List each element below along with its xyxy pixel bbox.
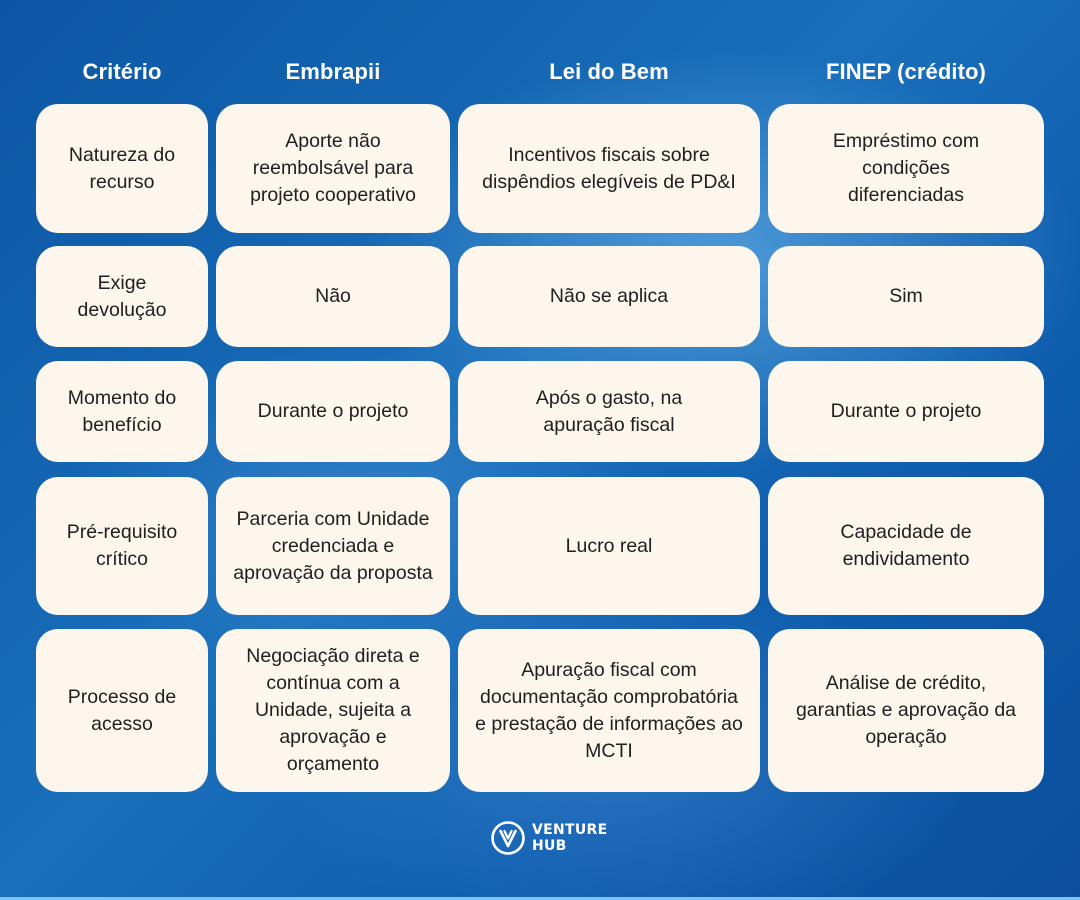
cell-embrapii-natureza: Aporte não reembolsável para projeto cooperativo [216, 104, 450, 233]
criterion-exige-devolucao: Exige devolução [36, 246, 208, 347]
venture-hub-logo [490, 820, 607, 856]
logo-line-venture: VENTURE [532, 822, 608, 838]
logo-line-hub: HUB [532, 838, 567, 854]
cell-finep-pre-requisito: Capacidade de endividamento [768, 477, 1044, 615]
cell-embrapii-pre-requisito: Parceria com Unidade credenciada e aprovação da proposta [216, 477, 450, 615]
criterion-pre-requisito-critico: Pré-requisito crítico [36, 477, 208, 615]
header-embrapii: Embrapii [285, 59, 381, 84]
header-finep: FINEP (crédito) [825, 59, 986, 84]
criterion-momento-do-beneficio: Momento do benefício [36, 361, 208, 462]
cell-lei-do-bem-momento: Após o gasto, na apuração fiscal [458, 361, 760, 462]
cell-finep-natureza: Empréstimo com condições diferenciadas [768, 104, 1044, 233]
cell-lei-do-bem-natureza: Incentivos fiscais sobre dispêndios elegíveis de PD&I [458, 104, 760, 233]
cell-lei-do-bem-devolucao: Não se aplica [458, 246, 760, 347]
criterion-natureza-do-recurso: Natureza do recurso [36, 104, 208, 233]
logo-wordmark [532, 822, 607, 854]
cell-embrapii-processo: Negociação direta e contínua com a Unidade, sujeita a aprovação e orçamento [216, 629, 450, 792]
cell-embrapii-momento: Durante o projeto [216, 361, 450, 462]
header-lei-do-bem: Lei do Bem [549, 59, 669, 84]
v-circle-logo-icon [490, 820, 526, 856]
cell-finep-processo: Análise de crédito, garantias e aprovação da operação [768, 629, 1044, 792]
header-criterio: Critério [82, 59, 162, 84]
cell-finep-momento: Durante o projeto [768, 361, 1044, 462]
cell-lei-do-bem-pre-requisito: Lucro real [458, 477, 760, 615]
cell-embrapii-devolucao: Não [216, 246, 450, 347]
cell-lei-do-bem-processo: Apuração fiscal com documentação comprobatória e prestação de informações ao MCTI [458, 629, 760, 792]
criterion-processo-de-acesso: Processo de acesso [36, 629, 208, 792]
cell-finep-devolucao: Sim [768, 246, 1044, 347]
